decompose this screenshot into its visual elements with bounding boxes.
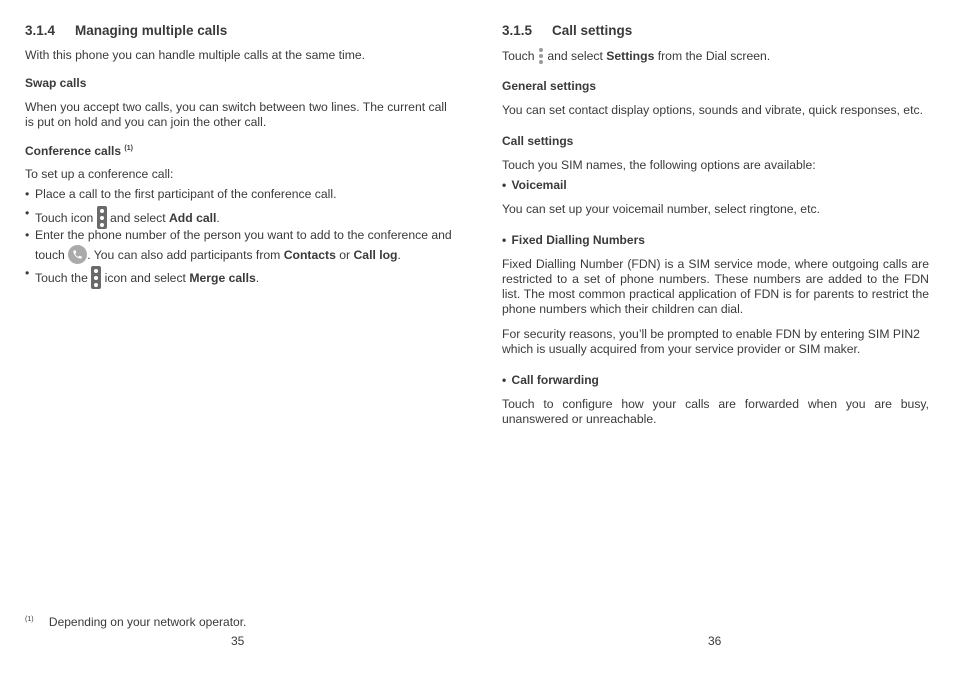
right-page <box>477 0 954 678</box>
punctuation: . <box>255 271 260 285</box>
merge-calls-label: Merge calls <box>189 271 256 285</box>
call-log-label: Call log <box>353 248 398 262</box>
list-item-text: Place a call to the first participant of the conference call. <box>35 187 337 201</box>
fdn-security-line2: which is usually acquired from your service provider or SIM maker. <box>502 342 861 356</box>
call-forwarding-heading <box>502 373 599 387</box>
list-item-enter-number-cont <box>35 245 401 264</box>
bullet-marker: • <box>502 178 507 192</box>
voicemail-text: You can set up your voicemail number, select ringtone, etc. <box>502 202 820 216</box>
intro-text: With this phone you can handle multiple calls at the same time. <box>25 48 366 62</box>
footnote <box>25 615 246 629</box>
list-item-text: Enter the phone number of the person you want to add to the conference and <box>35 228 452 242</box>
phone-icon <box>68 245 87 264</box>
section-number: 3.1.5 <box>502 23 533 38</box>
settings-label: Settings <box>606 49 655 63</box>
intro-text <box>502 48 770 64</box>
section-title: Call settings <box>552 23 633 38</box>
general-settings-text: You can set contact display options, sounds and vibrate, quick responses, etc. <box>502 103 923 117</box>
section-title: Managing multiple calls <box>75 23 228 38</box>
footnote-marker: (1) <box>25 616 34 623</box>
fdn-security-line1: For security reasons, you’ll be prompted to enable FDN by entering SIM PIN2 <box>502 327 920 341</box>
intro-text-part: and select <box>547 49 603 63</box>
bullet-marker: • <box>502 233 507 247</box>
list-item-enter-number <box>25 228 452 243</box>
punctuation: . <box>397 248 401 262</box>
menu-icon <box>97 206 107 229</box>
fixed-dialling-numbers-heading <box>502 233 645 247</box>
general-settings-heading: General settings <box>502 79 597 93</box>
call-settings-text: Touch you SIM names, the following options are available: <box>502 158 816 172</box>
conference-calls-heading <box>25 144 133 158</box>
conference-intro: To set up a conference call: <box>25 167 174 181</box>
swap-calls-text-line1: When you accept two calls, you can switch between two lines. The current call <box>25 100 447 114</box>
list-item-text: or <box>339 248 351 262</box>
section-heading-managing-multiple-calls <box>25 23 227 38</box>
list-item-place-call <box>25 187 336 202</box>
voicemail-label: Voicemail <box>511 178 567 192</box>
list-item-text: Touch icon <box>35 211 94 225</box>
list-item-add-call <box>25 206 220 229</box>
fixed-dialling-numbers-label: Fixed Dialling Numbers <box>511 233 645 247</box>
bullet-marker: • <box>502 373 507 387</box>
page-number: 35 <box>231 634 245 648</box>
conference-calls-label: Conference calls <box>25 144 122 158</box>
footnote-reference: (1) <box>124 145 133 152</box>
swap-calls-heading: Swap calls <box>25 76 87 90</box>
intro-text-part: Touch <box>502 49 535 63</box>
voicemail-heading <box>502 178 567 192</box>
bullet-marker: • <box>25 266 30 280</box>
section-heading-call-settings <box>502 23 632 38</box>
list-item-merge-calls <box>25 266 259 289</box>
page-number: 36 <box>708 634 722 648</box>
list-item-text: and select <box>110 211 166 225</box>
swap-calls-text-line2: is put on hold and you can join the other call. <box>25 115 267 129</box>
bullet-marker: • <box>25 228 30 242</box>
bullet-marker: • <box>25 187 30 201</box>
list-item-text: touch <box>35 248 65 262</box>
list-item-text: Touch the <box>35 271 88 285</box>
call-forwarding-label: Call forwarding <box>511 373 599 387</box>
more-options-icon <box>538 48 544 64</box>
intro-text-part: from the Dial screen. <box>657 49 771 63</box>
contacts-label: Contacts <box>283 248 336 262</box>
section-number: 3.1.4 <box>25 23 56 38</box>
menu-icon <box>91 266 101 289</box>
fdn-paragraph: Fixed Dialling Number (FDN) is a SIM service mode, where outgoing calls are restricted to a set of phone numbers. These numbers are added to the FDN list. The most common practical application of FDN is for parents to restrict the phone numbers which their children can dial. <box>502 257 929 316</box>
call-settings-heading: Call settings <box>502 134 574 148</box>
list-item-text: icon and select <box>104 271 186 285</box>
call-forwarding-text: Touch to configure how your calls are forwarded when you are busy, unanswered or unreachable. <box>502 397 929 426</box>
list-item-text: . You can also add participants from <box>87 248 281 262</box>
footnote-text: Depending on your network operator. <box>48 615 247 629</box>
punctuation: . <box>216 211 220 225</box>
bullet-marker: • <box>25 206 30 220</box>
add-call-label: Add call <box>169 211 217 225</box>
